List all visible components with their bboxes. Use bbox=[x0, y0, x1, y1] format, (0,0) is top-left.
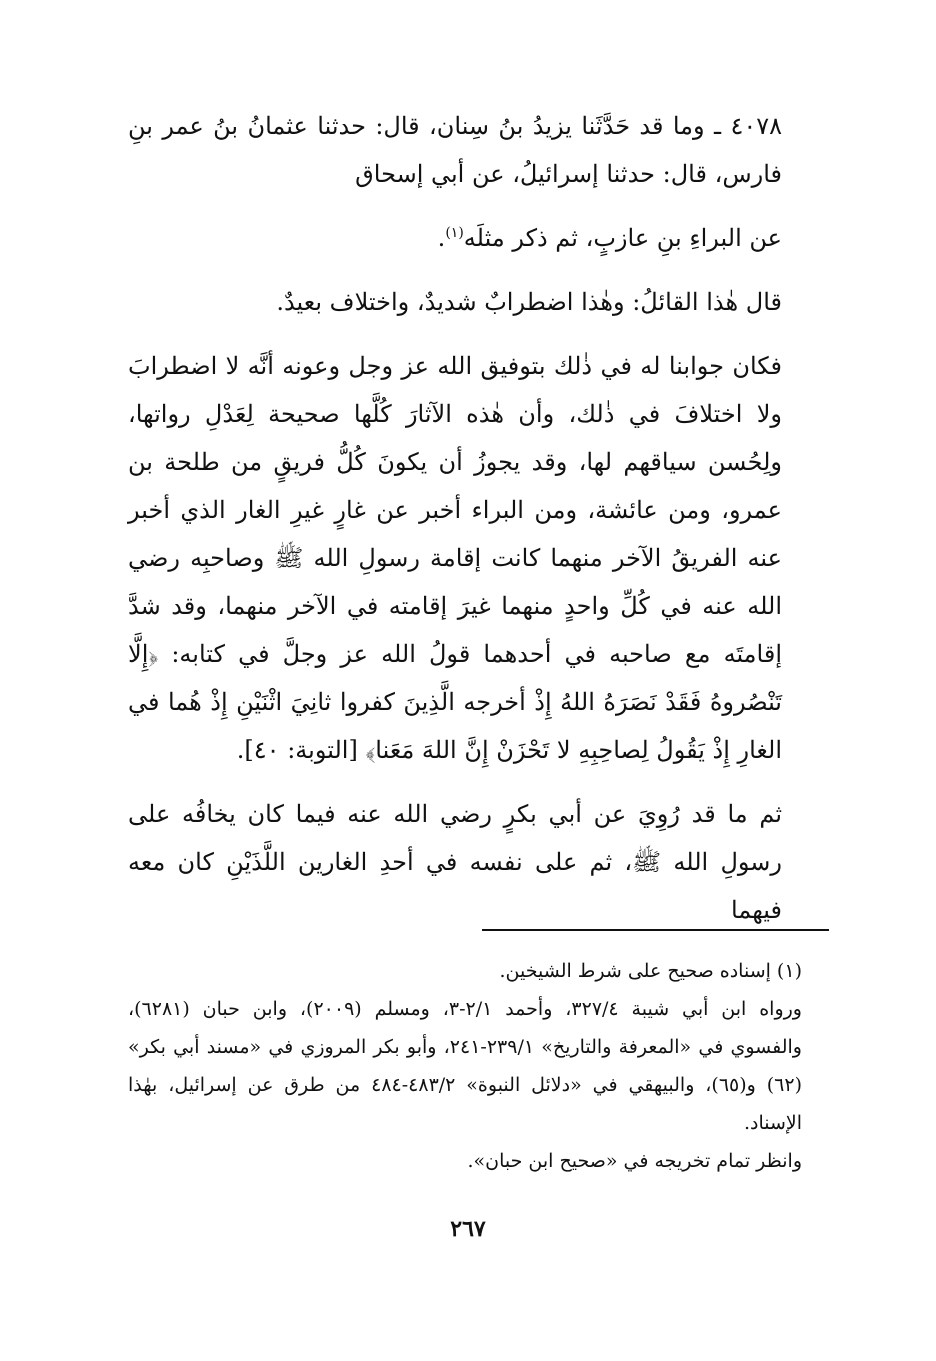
hadith-text-end: عن البراءِ بنِ عازبٍ، ثم ذكر مثلَه bbox=[463, 224, 782, 252]
page-number: ٢٦٧ bbox=[450, 1216, 486, 1242]
footnote-1: (١) إسناده صحيح على شرط الشيخين. bbox=[499, 960, 802, 982]
footnote-sources: ورواه ابن أبي شيبة ٣٢٧/٤، وأحمد ٢/١-٣، ومسلم (٢٠٠٩)، وابن حبان (٦٢٨١)، والفسوي في «المعرفة والتاريخ» ٢٣٩/١-٢٤١، وأبو بكر المروزي في «مسند أبي بكر» (٦٢) و(٦٥)، والبيهقي في «دلائل النبوة» ٤٨٣/٢-٤٨٤ من طرق عن إسرائيل، بهٰذا الإسناد. bbox=[128, 998, 802, 1134]
hadith-period: . bbox=[437, 224, 446, 252]
footnotes bbox=[128, 952, 828, 1180]
footnote-divider bbox=[482, 929, 829, 931]
footnote-reference: وانظر تمام تخريجه في «صحيح ابن حبان». bbox=[467, 1150, 802, 1172]
answer-paragraph: فكان جوابنا له في ذٰلك بتوفيق الله عز وجل وعونه أنَّه لا اضطرابَ ولا اختلافَ في ذٰلك، وأن هٰذه الآثارَ كُلَّها صحيحة لِعَدْلِ رواتها، ولِحُسن سياقهم لها، وقد يجوزُ أن يكونَ كُلُّ فريقٍ من طلحة بن عمرو، ومن عائشة، ومن البراء أخبر عن غارٍ غيرِ الغار الذي أخبر عنه الفريقُ الآخر منهما كانت إقامة رسولِ الله ﷺ وصاحبِه رضي الله عنه في كُلِّ واحدٍ منهما غيرَ إقامته في الآخر منهما، وقد شدَّ إقامتَه مع صاحبه في أحدهما قولُ الله عز وجلَّ في كتابه: ﴿إِلَّا تَنْصُروهُ فَقَدْ نَصَرَهُ اللهُ إِذْ أخرجه الَّذِينَ كفروا ثانِيَ اثْنَيْنِ إِذْ هُما في الغارِ إِذْ يَقُولُ لِصاحِبِهِ لا تَحْزَنْ إِنَّ اللهَ مَعَنا﴾ [التوبة: ٤٠]. bbox=[128, 352, 782, 764]
hadith-paragraph bbox=[128, 102, 808, 198]
footnote-marker: (١) bbox=[445, 225, 464, 241]
main-text bbox=[128, 102, 808, 934]
objection-paragraph: قال هٰذا القائلُ: وهٰذا اضطرابٌ شديدٌ، واختلاف بعيدٌ. bbox=[276, 288, 782, 316]
hadith-text: ٤٠٧٨ ـ وما قد حَدَّثَنا يزيدُ بنُ سِنان، قال: حدثنا عثمانُ بنُ عمر بنِ فارس، قال: حدثنا إسرائيلُ، عن أبي إسحاق bbox=[128, 112, 782, 188]
hadith-continuation bbox=[128, 214, 808, 262]
narration-paragraph: ثم ما قد رُوِيَ عن أبي بكرٍ رضي الله عنه فيما كان يخافُه على رسولِ الله ﷺ، ثم على نفسه في أحدِ الغارين اللَّذَيْنِ كان معه فيهما bbox=[128, 800, 782, 924]
